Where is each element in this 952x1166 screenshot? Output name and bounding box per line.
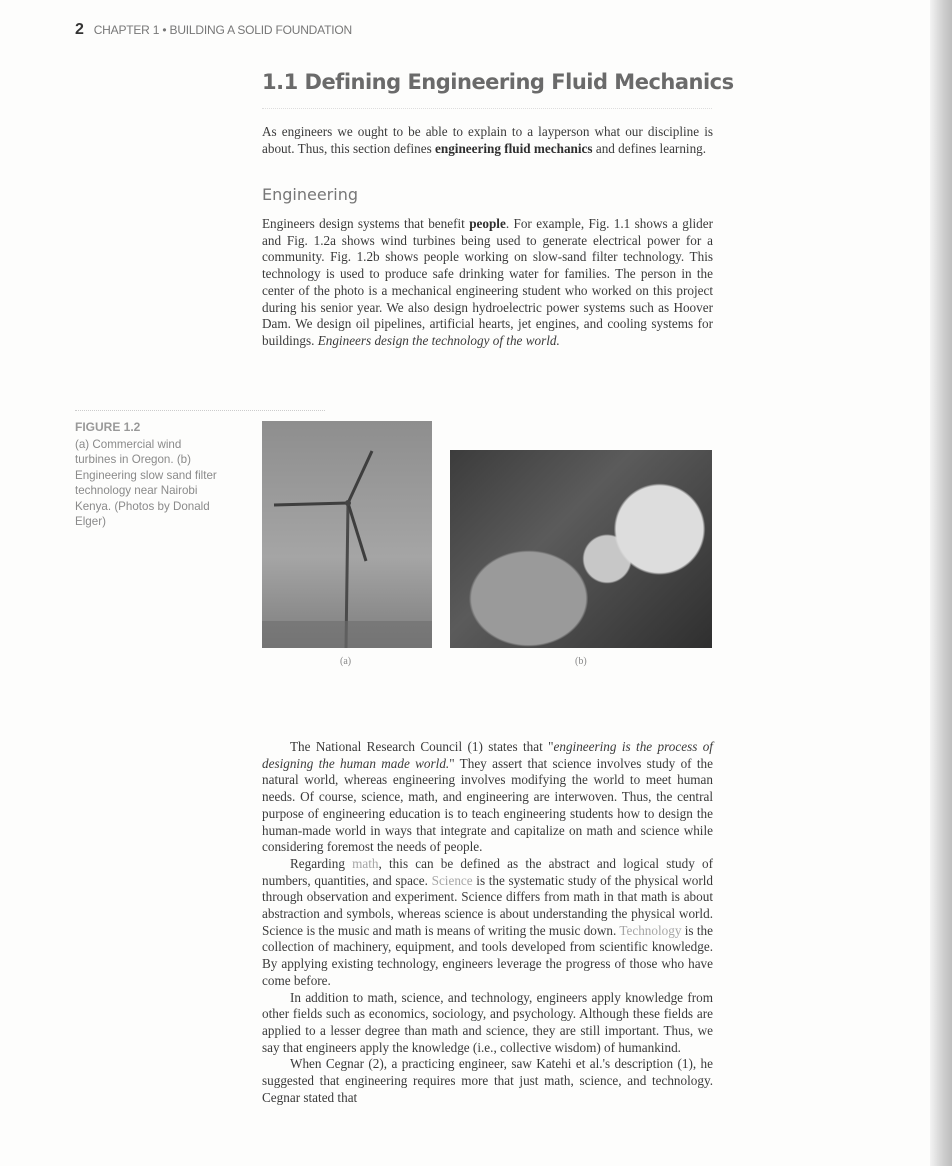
paragraph [262, 990, 713, 1057]
page-edge-shadow [930, 0, 952, 1166]
figure-rule [75, 410, 325, 411]
bold-term: engineering fluid mechanics [435, 140, 593, 156]
figure-label-a: (a) [340, 656, 352, 667]
highlighted-term: Science [431, 872, 473, 888]
text-run: When Cegnar (2), a practicing engineer, saw Katehi et al.'s description (1), he suggested that engineering requires more that just math, science, and technology. Cegnar stated that [262, 1056, 713, 1105]
highlighted-term: Technology [619, 922, 682, 938]
paragraph [262, 1056, 713, 1106]
figure-caption-text: (a) Commercial wind turbines in Oregon. (b) Engineering slow sand filter technology near Nairobi Kenya. (Photos by Donald Elger) [75, 437, 217, 528]
subheading-engineering: Engineering [262, 185, 358, 204]
body-text [262, 739, 713, 1106]
text-run: As engineers we ought to be able to explain to a layperson what our discipline is about. Thus, this section defines [262, 124, 713, 156]
text-run: , this can be defined as the abstract and logical study of numbers, quantities, and space. [262, 855, 713, 888]
text-run: is the collection of machinery, equipment, and tools developed from scientific knowledge. By applying existing technology, engineers leverage the progress of those who have come before. [262, 922, 713, 988]
section-title: 1.1 Defining Engineering Fluid Mechanics [262, 70, 734, 94]
paragraph [262, 739, 713, 856]
page-number: 2 [75, 21, 84, 38]
running-head [75, 21, 352, 39]
intro-paragraph [262, 124, 713, 157]
italic-text: engineering is the process of designing the human made world. [262, 739, 713, 771]
text-run: is the systematic study of the physical world through observation and experiment. Science differs from math in that math is about abstraction and symbols, whereas science is about understanding the physical world. Science is the music and math is means of writing the music down. [262, 872, 713, 938]
figure-caption [75, 420, 225, 530]
bold-term: people [469, 216, 506, 231]
paragraph [262, 856, 713, 990]
figure-label-b: (b) [575, 656, 587, 667]
figure-title: FIGURE 1.2 [75, 420, 141, 434]
text-run: " They assert that science involves study of the natural world, whereas engineering involves modifying the world to meet human needs. Of course, science, math, and engineering are interwoven. Thus, the central purpose of engineering education is to teach engineering students how to design the human-made world in ways that integrate and capitalize on math and science while considering foremost the needs of people. [262, 755, 713, 855]
text-run: The National Research Council (1) states that " [290, 739, 554, 754]
engineering-paragraph [262, 216, 713, 350]
text-run: and defines learning. [592, 140, 707, 156]
title-rule [262, 108, 712, 109]
paragraph [262, 216, 713, 350]
text-run: In addition to math, science, and technology, engineers apply knowledge from other fields such as economics, sociology, and psychology. Although these fields are applied to a lesser degree than math and science, they are still important. Thus, we say that engineers apply the knowledge (i.e., collective wisdom) of humankind. [262, 989, 713, 1055]
text-run: Engineers design systems that benefit [262, 216, 470, 231]
highlighted-term: math [352, 855, 379, 871]
paragraph [262, 124, 713, 157]
chapter-title: CHAPTER 1 • BUILDING A SOLID FOUNDATION [93, 23, 352, 37]
text-run: . For example, Fig. 1.1 shows a glider and Fig. 1.2a shows wind turbines being used to generate electrical power for a community. Fig. 1.2b shows people working on slow-sand filter technology. This technology is used to produce safe drinking water for families. The person in the center of the photo is a mechanical engineering student who worked on this project during his senior year. We also design hydroelectric power systems such as Hoover Dam. We design oil pipelines, artificial hearts, jet engines, and cooling systems for buildings. [262, 216, 713, 348]
text-run: Regarding [290, 855, 353, 871]
wind-turbine-photo [262, 421, 432, 648]
sand-filter-photo [450, 450, 712, 648]
italic-text: Engineers design the technology of the world. [317, 332, 560, 348]
